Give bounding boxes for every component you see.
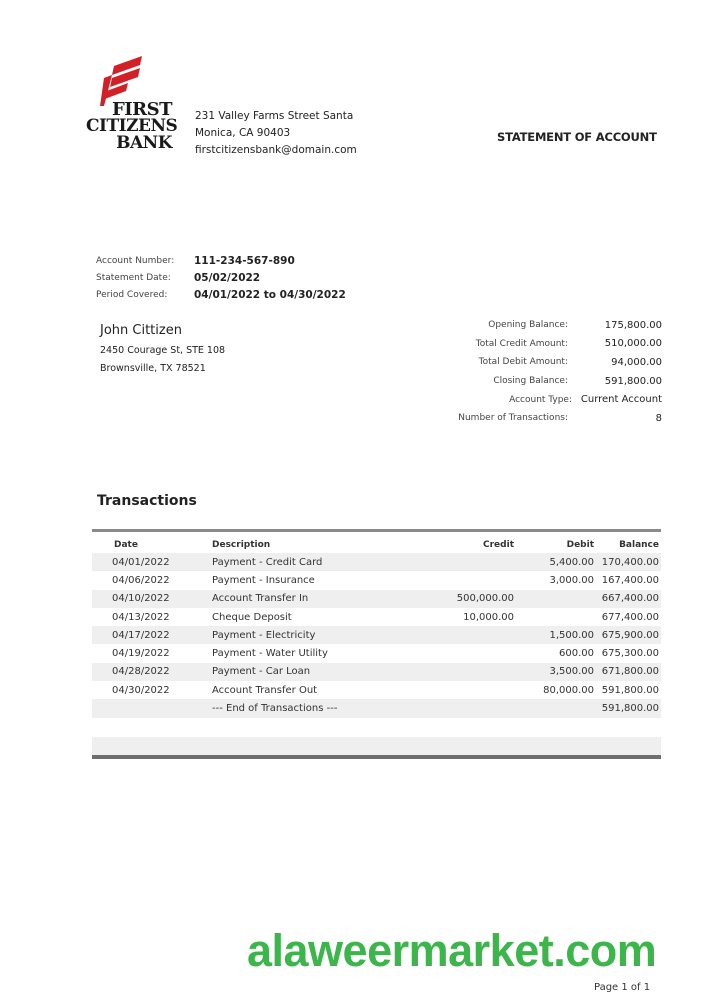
summary-row-transaction-count xyxy=(440,409,662,428)
statement-date-value: 05/02/2022 xyxy=(194,271,261,284)
cell-debit: 3,000.00 xyxy=(549,574,594,586)
summary-label: Account Type: xyxy=(509,394,572,405)
bank-address xyxy=(195,108,365,159)
cell-debit xyxy=(514,590,594,608)
cell-balance: 167,400.00 xyxy=(601,574,659,586)
cell-date: 04/30/2022 xyxy=(112,684,170,696)
table-row xyxy=(92,681,661,699)
cell-date xyxy=(92,699,212,717)
end-balance: 591,800.00 xyxy=(594,699,661,717)
account-number-value: 111-234-567-890 xyxy=(194,254,295,267)
document-title: STATEMENT OF ACCOUNT xyxy=(497,130,657,144)
table-row xyxy=(92,626,661,644)
cell-description: Payment - Car Loan xyxy=(212,663,422,681)
cell-description: Payment - Credit Card xyxy=(212,553,422,571)
summary-label: Total Debit Amount: xyxy=(478,357,568,368)
cell-date: 04/28/2022 xyxy=(92,663,212,681)
column-header-credit: Credit xyxy=(483,539,514,550)
cell-debit xyxy=(514,608,594,626)
summary-label: Closing Balance: xyxy=(493,376,568,387)
cell-description: Payment - Water Utility xyxy=(212,648,328,660)
table-row xyxy=(92,553,661,571)
summary-value: 175,800.00 xyxy=(604,319,662,331)
cell-date: 04/01/2022 xyxy=(92,553,212,571)
statement-date-row xyxy=(96,269,346,286)
cell-credit xyxy=(422,644,514,662)
column-header-description: Description xyxy=(212,539,271,550)
summary-value: 510,000.00 xyxy=(604,338,662,350)
summary-value: Current Account xyxy=(580,394,662,406)
bank-email: firstcitizensbank@domain.com xyxy=(195,144,357,156)
table-bottom-rule xyxy=(92,755,661,759)
cell-description: Cheque Deposit xyxy=(212,611,292,623)
cell-description: Account Transfer In xyxy=(212,590,422,608)
transactions-table xyxy=(92,536,661,718)
summary-value: 8 xyxy=(655,412,662,424)
table-row xyxy=(92,608,661,626)
cell-debit: 3,500.00 xyxy=(514,663,594,681)
cell-debit: 1,500.00 xyxy=(514,626,594,644)
cell-date: 04/06/2022 xyxy=(112,574,170,586)
cell-debit: 80,000.00 xyxy=(543,684,594,696)
table-row xyxy=(92,663,661,681)
cell-balance: 675,300.00 xyxy=(601,648,659,660)
cell-date: 04/10/2022 xyxy=(92,590,212,608)
summary-value: 94,000.00 xyxy=(611,356,662,368)
account-number-label: Account Number: xyxy=(96,255,175,266)
watermark: alaweermarket.com xyxy=(247,925,657,976)
customer-address-line2: Brownsville, TX 78521 xyxy=(100,363,206,374)
statement-date-label: Statement Date: xyxy=(96,272,171,283)
customer-name: John Cittizen xyxy=(100,323,182,338)
customer-address-line1: 2450 Courage St, STE 108 xyxy=(100,345,226,356)
table-top-rule xyxy=(92,529,661,532)
cell-balance: 677,400.00 xyxy=(601,611,659,623)
cell-balance: 170,400.00 xyxy=(594,553,661,571)
transactions-heading: Transactions xyxy=(97,493,197,509)
table-row xyxy=(92,644,661,662)
table-header-row xyxy=(92,536,661,553)
account-number-row xyxy=(96,252,346,269)
summary-label: Opening Balance: xyxy=(488,320,568,331)
cell-balance: 591,800.00 xyxy=(601,684,659,696)
column-header-date: Date xyxy=(114,539,138,550)
logo-line: BANK xyxy=(116,133,172,153)
cell-credit xyxy=(422,699,514,717)
cell-date: 04/19/2022 xyxy=(112,648,170,660)
cell-credit xyxy=(422,571,514,589)
cell-balance: 667,400.00 xyxy=(594,590,661,608)
cell-credit: 10,000.00 xyxy=(463,611,514,623)
customer-block xyxy=(100,323,225,378)
cell-credit xyxy=(422,553,514,571)
column-header-balance: Balance xyxy=(619,539,659,550)
bank-address-line: 231 Valley Farms Street Santa xyxy=(195,110,354,122)
summary-value: 591,800.00 xyxy=(604,375,662,387)
summary-row-account-type xyxy=(440,390,662,409)
cell-date: 04/13/2022 xyxy=(112,611,170,623)
summary-label: Number of Transactions: xyxy=(458,413,568,424)
cell-credit xyxy=(422,681,514,699)
table-row xyxy=(92,571,661,589)
cell-date: 04/17/2022 xyxy=(92,626,212,644)
summary-row-closing-balance xyxy=(440,372,662,391)
cell-debit xyxy=(514,699,594,717)
cell-description: Payment - Insurance xyxy=(212,574,315,586)
cell-description: Payment - Electricity xyxy=(212,626,422,644)
end-of-transactions-row xyxy=(92,699,661,717)
cell-description: Account Transfer Out xyxy=(212,684,318,696)
logo-line: FIRST xyxy=(111,99,172,120)
cell-credit xyxy=(422,626,514,644)
period-row xyxy=(96,286,346,303)
account-details xyxy=(96,252,346,303)
bank-logo-wordmark xyxy=(86,99,178,153)
summary-row-total-credit xyxy=(440,335,662,354)
cell-debit: 5,400.00 xyxy=(514,553,594,571)
cell-debit: 600.00 xyxy=(559,648,594,660)
end-of-transactions-label: --- End of Transactions --- xyxy=(212,699,422,717)
summary-row-total-debit xyxy=(440,353,662,372)
column-header-debit: Debit xyxy=(566,539,594,550)
period-value: 04/01/2022 to 04/30/2022 xyxy=(194,288,346,301)
cell-balance: 671,800.00 xyxy=(594,663,661,681)
table-footer-band xyxy=(92,737,661,755)
summary-label: Total Credit Amount: xyxy=(475,338,568,349)
account-summary xyxy=(440,316,662,428)
cell-credit xyxy=(422,663,514,681)
cell-balance: 675,900.00 xyxy=(594,626,661,644)
page-number: Page 1 of 1 xyxy=(594,982,651,993)
table-row xyxy=(92,590,661,608)
logo-line: CITIZENS xyxy=(86,116,178,136)
cell-credit: 500,000.00 xyxy=(422,590,514,608)
summary-row-opening-balance xyxy=(440,316,662,335)
period-label: Period Covered: xyxy=(96,289,168,300)
bank-address-line: Monica, CA 90403 xyxy=(195,127,291,139)
